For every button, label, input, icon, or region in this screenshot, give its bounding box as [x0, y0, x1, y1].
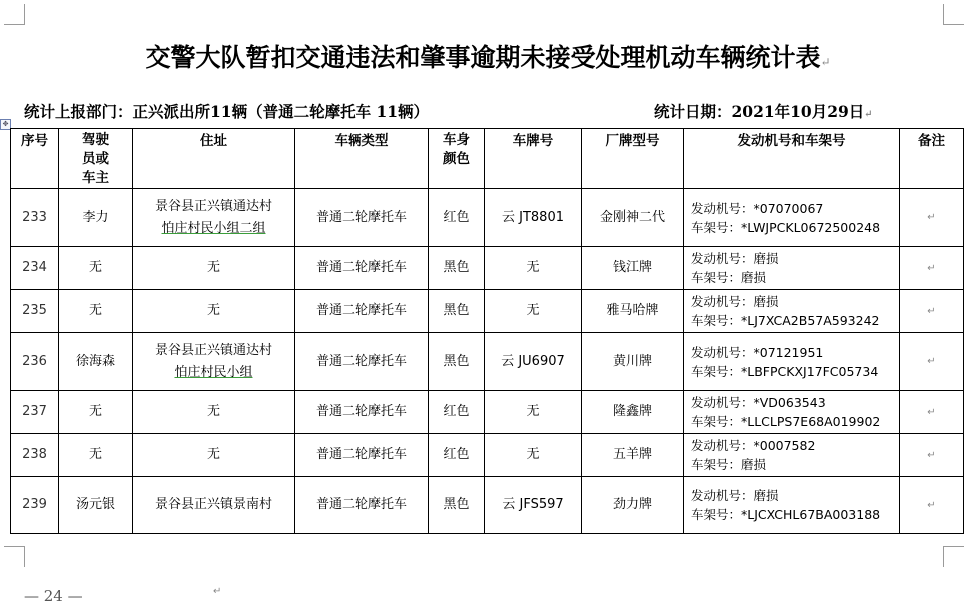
row-engine-no: 发动机号：磨损 — [691, 251, 779, 266]
row-engine-frame — [684, 434, 900, 477]
row-address-line1: 景谷县正兴镇通达村 — [154, 198, 272, 214]
row-plate: 无 — [485, 290, 582, 333]
row-brand: 黄川牌 — [582, 333, 684, 391]
paragraph-mark-icon: ↵ — [864, 109, 873, 120]
row-no: 239 — [11, 477, 59, 534]
row-plate: 无 — [485, 247, 582, 290]
report-unit: 统计上报部门：正兴派出所11辆（普通二轮摩托车 11辆） — [24, 102, 430, 121]
cell-end-mark-icon: ↵ — [927, 262, 936, 274]
row-no: 234 — [11, 247, 59, 290]
row-brand: 劲力牌 — [582, 477, 684, 534]
row-vehicle-type: 普通二轮摩托车 — [295, 290, 429, 333]
row-owner: 徐海森 — [59, 333, 133, 391]
row-owner: 汤元银 — [59, 477, 133, 534]
row-note — [900, 333, 964, 391]
row-address-line1: 无 — [206, 447, 220, 462]
col-header-vehicle-type-label: 车辆类型 — [334, 133, 389, 149]
col-header-no-label: 序号 — [21, 133, 48, 149]
row-vehicle-type: 普通二轮摩托车 — [295, 247, 429, 290]
cell-end-mark-icon: ↵ — [927, 449, 936, 461]
row-note — [900, 189, 964, 247]
row-engine-no: 发动机号：磨损 — [691, 488, 779, 503]
row-address-line1: 景谷县正兴镇通达村 — [154, 342, 272, 358]
row-address-line2: 怕庄村民小组二组 — [161, 220, 266, 236]
col-header-color — [429, 129, 485, 189]
cell-end-mark-icon: ↵ — [927, 212, 936, 223]
crop-mark-top-left — [4, 4, 25, 25]
report-date-text: 统计日期：2021年10月29日 — [654, 102, 865, 121]
row-frame-no: 车架号：*LJCXCHL67BA003188 — [691, 507, 881, 522]
row-engine-frame — [684, 333, 900, 391]
row-brand: 钱江牌 — [582, 247, 684, 290]
row-brand: 金刚神二代 — [582, 189, 684, 247]
col-header-note-label: 备注 — [918, 133, 945, 149]
row-vehicle-type: 普通二轮摩托车 — [295, 391, 429, 434]
row-owner: 李力 — [59, 189, 133, 247]
row-frame-no: 车架号：*LBFPCKXJ17FC05734 — [691, 363, 879, 379]
row-engine-frame — [684, 477, 900, 534]
row-brand: 五羊牌 — [582, 434, 684, 477]
table-row — [11, 434, 964, 477]
row-plate: 云 JT8801 — [485, 189, 582, 247]
col-header-color-label: 车身颜色 — [443, 132, 470, 167]
crop-mark-top-right — [943, 4, 964, 25]
row-address — [133, 247, 295, 290]
row-plate: 无 — [485, 391, 582, 434]
row-no: 236 — [11, 333, 59, 391]
col-header-owner-label: 驾驶员或车主 — [82, 132, 109, 186]
cell-end-mark-icon: ↵ — [927, 406, 936, 418]
row-owner: 无 — [59, 290, 133, 333]
col-header-brand-label: 厂牌型号 — [605, 133, 660, 149]
col-header-vehicle-type — [295, 129, 429, 189]
row-note — [900, 477, 964, 534]
paragraph-mark-icon: ↵ — [213, 586, 222, 597]
row-engine-no: 发动机号：磨损 — [691, 294, 779, 309]
row-plate: 云 JU6907 — [485, 333, 582, 391]
paragraph-mark-icon: ↵ — [820, 55, 831, 69]
row-address — [133, 477, 295, 534]
row-engine-no: 发动机号：*VD063543 — [691, 395, 826, 410]
document-title-text: 交警大队暂扣交通违法和肇事逾期未接受处理机动车辆统计表 — [145, 43, 821, 72]
row-address — [133, 189, 295, 247]
row-address — [133, 391, 295, 434]
row-plate: 云 JFS597 — [485, 477, 582, 534]
row-engine-frame — [684, 247, 900, 290]
row-color: 黑色 — [429, 247, 485, 290]
col-header-no — [11, 129, 59, 189]
row-owner: 无 — [59, 434, 133, 477]
row-address — [133, 333, 295, 391]
row-vehicle-type: 普通二轮摩托车 — [295, 477, 429, 534]
row-no: 238 — [11, 434, 59, 477]
cell-end-mark-icon: ↵ — [927, 356, 936, 367]
row-color: 黑色 — [429, 477, 485, 534]
row-address-line2: 怕庄村民小组 — [174, 364, 253, 380]
row-frame-no: 车架号：*LJ7XCA2B57A593242 — [691, 313, 880, 328]
col-header-address-label: 住址 — [200, 133, 227, 149]
table-row — [11, 189, 964, 247]
row-vehicle-type: 普通二轮摩托车 — [295, 434, 429, 477]
col-header-brand — [582, 129, 684, 189]
table-move-handle-icon[interactable]: ✥ — [0, 119, 11, 130]
table-row — [11, 477, 964, 534]
col-header-plate — [485, 129, 582, 189]
row-vehicle-type: 普通二轮摩托车 — [295, 189, 429, 247]
table-row — [11, 247, 964, 290]
document-title — [0, 38, 976, 74]
row-address — [133, 434, 295, 477]
row-color: 黑色 — [429, 333, 485, 391]
row-address-line1: 无 — [206, 303, 220, 318]
row-frame-no: 车架号：*LLCLPS7E68A019902 — [691, 414, 881, 429]
row-plate: 无 — [485, 434, 582, 477]
row-note — [900, 290, 964, 333]
page-number: — 24 — — [24, 587, 83, 605]
crop-mark-bottom-right — [943, 546, 964, 567]
crop-mark-bottom-left — [4, 546, 25, 567]
row-no: 237 — [11, 391, 59, 434]
row-owner: 无 — [59, 247, 133, 290]
row-note — [900, 434, 964, 477]
row-engine-no: 发动机号：*07121951 — [691, 344, 824, 360]
row-engine-frame — [684, 290, 900, 333]
row-frame-no: 车架号：磨损 — [691, 457, 767, 472]
row-no: 233 — [11, 189, 59, 247]
row-vehicle-type: 普通二轮摩托车 — [295, 333, 429, 391]
row-engine-no: 发动机号：*0007582 — [691, 438, 816, 453]
row-owner: 无 — [59, 391, 133, 434]
row-engine-frame — [684, 391, 900, 434]
row-no: 235 — [11, 290, 59, 333]
row-address — [133, 290, 295, 333]
row-color: 红色 — [429, 391, 485, 434]
row-color: 红色 — [429, 189, 485, 247]
row-color: 黑色 — [429, 290, 485, 333]
row-engine-no: 发动机号：*07070067 — [691, 200, 824, 216]
row-color: 红色 — [429, 434, 485, 477]
row-frame-no: 车架号：*LWJPCKL0672500248 — [691, 219, 881, 235]
row-note — [900, 391, 964, 434]
row-brand: 隆鑫牌 — [582, 391, 684, 434]
col-header-engine-frame-label: 发动机号和车架号 — [737, 133, 846, 149]
table-header-row — [11, 129, 964, 189]
row-frame-no: 车架号：磨损 — [691, 270, 767, 285]
col-header-plate-label: 车牌号 — [512, 133, 554, 149]
col-header-owner — [59, 129, 133, 189]
row-note — [900, 247, 964, 290]
row-address-line1: 无 — [206, 404, 220, 419]
cell-end-mark-icon: ↵ — [927, 499, 936, 511]
row-brand: 雅马哈牌 — [582, 290, 684, 333]
row-engine-frame — [684, 189, 900, 247]
col-header-engine-frame — [684, 129, 900, 189]
table-row — [11, 333, 964, 391]
row-address-line1: 景谷县正兴镇景南村 — [154, 497, 272, 512]
cell-end-mark-icon: ↵ — [927, 305, 936, 317]
col-header-address — [133, 129, 295, 189]
vehicle-table — [10, 128, 964, 534]
report-date — [654, 100, 873, 122]
table-row — [11, 290, 964, 333]
col-header-note — [900, 129, 964, 189]
table-row — [11, 391, 964, 434]
row-address-line1: 无 — [206, 260, 220, 275]
